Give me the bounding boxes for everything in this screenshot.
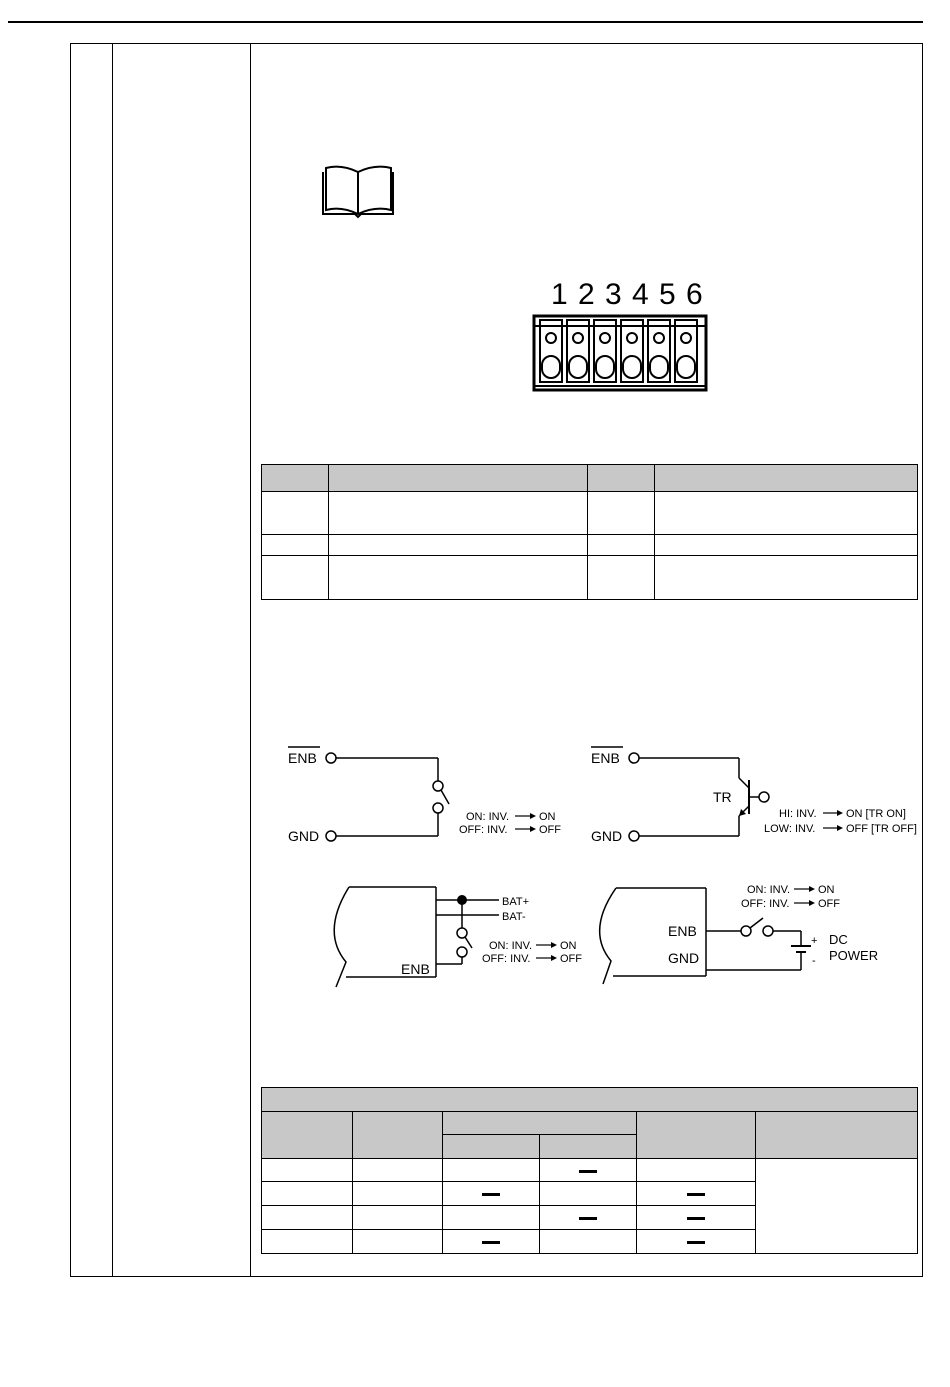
table-header-cell bbox=[655, 465, 918, 492]
low-label: LOW: INV. bbox=[764, 823, 816, 835]
gnd-label: GND bbox=[591, 828, 623, 844]
off-result: OFF bbox=[560, 953, 582, 965]
on-label: ON: INV. bbox=[466, 811, 509, 823]
dash-mark bbox=[687, 1241, 705, 1244]
state-table bbox=[261, 1087, 918, 1254]
terminal-block-diagram bbox=[531, 274, 711, 394]
column-divider bbox=[112, 44, 113, 1276]
dc-label: DC bbox=[829, 932, 848, 947]
hi-result: ON [TR ON] bbox=[846, 808, 906, 820]
terminal-number: 2 bbox=[578, 278, 595, 311]
dc-power-wiring-diagram bbox=[591, 876, 891, 986]
off-label: OFF: INV. bbox=[482, 953, 531, 965]
on-result: ON bbox=[560, 940, 577, 952]
low-result: OFF [TR OFF] bbox=[846, 823, 917, 835]
on-result: ON bbox=[539, 811, 556, 823]
dash-mark bbox=[687, 1193, 705, 1196]
off-result: OFF bbox=[539, 824, 561, 836]
terminal-number: 1 bbox=[551, 278, 568, 311]
header-rule bbox=[8, 21, 923, 23]
terminal-number: 3 bbox=[605, 278, 622, 311]
bat-minus-label: BAT- bbox=[502, 911, 526, 923]
table-header-cell bbox=[329, 465, 588, 492]
table-header-cell bbox=[352, 1112, 443, 1159]
on-label: ON: INV. bbox=[489, 940, 532, 952]
table-row bbox=[262, 1159, 918, 1182]
dash-mark bbox=[579, 1217, 597, 1220]
manual-book-icon bbox=[321, 164, 396, 219]
terminal-number: 6 bbox=[686, 278, 703, 311]
bat-plus-label: BAT+ bbox=[502, 896, 530, 908]
table-header-cell bbox=[540, 1135, 637, 1159]
table-header-cell bbox=[262, 1112, 353, 1159]
table-row bbox=[262, 492, 918, 535]
battery-wiring-diagram bbox=[326, 882, 588, 992]
dash-mark bbox=[687, 1217, 705, 1220]
table-header-cell bbox=[443, 1112, 636, 1135]
on-result: ON bbox=[818, 884, 835, 896]
table-row bbox=[262, 535, 918, 556]
table-row bbox=[262, 556, 918, 600]
table-header-cell bbox=[755, 1112, 918, 1159]
gnd-label: GND bbox=[288, 828, 320, 844]
table-header-cell bbox=[262, 465, 329, 492]
content-frame bbox=[70, 43, 923, 1277]
off-result: OFF bbox=[818, 898, 840, 910]
off-label: OFF: INV. bbox=[741, 898, 790, 910]
off-label: OFF: INV. bbox=[459, 824, 508, 836]
transistor-wiring-diagram bbox=[589, 744, 922, 854]
tr-label: TR bbox=[713, 789, 732, 805]
table-header-cell bbox=[262, 1088, 918, 1112]
terminal-table bbox=[261, 464, 918, 600]
dash-mark bbox=[482, 1193, 500, 1196]
dash-mark bbox=[579, 1170, 597, 1173]
terminal-number: 4 bbox=[632, 278, 649, 311]
column-divider bbox=[250, 44, 251, 1276]
switch-wiring-diagram bbox=[286, 744, 586, 854]
power-label: POWER bbox=[829, 948, 879, 963]
on-label: ON: INV. bbox=[747, 884, 790, 896]
table-header-cell bbox=[636, 1112, 755, 1159]
plus-label: + bbox=[811, 935, 818, 947]
minus-label: - bbox=[812, 955, 816, 967]
table-header-cell bbox=[588, 465, 655, 492]
dash-mark bbox=[482, 1241, 500, 1244]
gnd-label: GND bbox=[668, 950, 700, 966]
hi-label: HI: INV. bbox=[779, 808, 817, 820]
enb-label: ENB bbox=[288, 750, 317, 766]
enb-label: ENB bbox=[668, 923, 697, 939]
terminal-number: 5 bbox=[659, 278, 676, 311]
enb-label: ENB bbox=[591, 750, 620, 766]
table-header-cell bbox=[443, 1135, 540, 1159]
enb-label: ENB bbox=[401, 961, 430, 977]
